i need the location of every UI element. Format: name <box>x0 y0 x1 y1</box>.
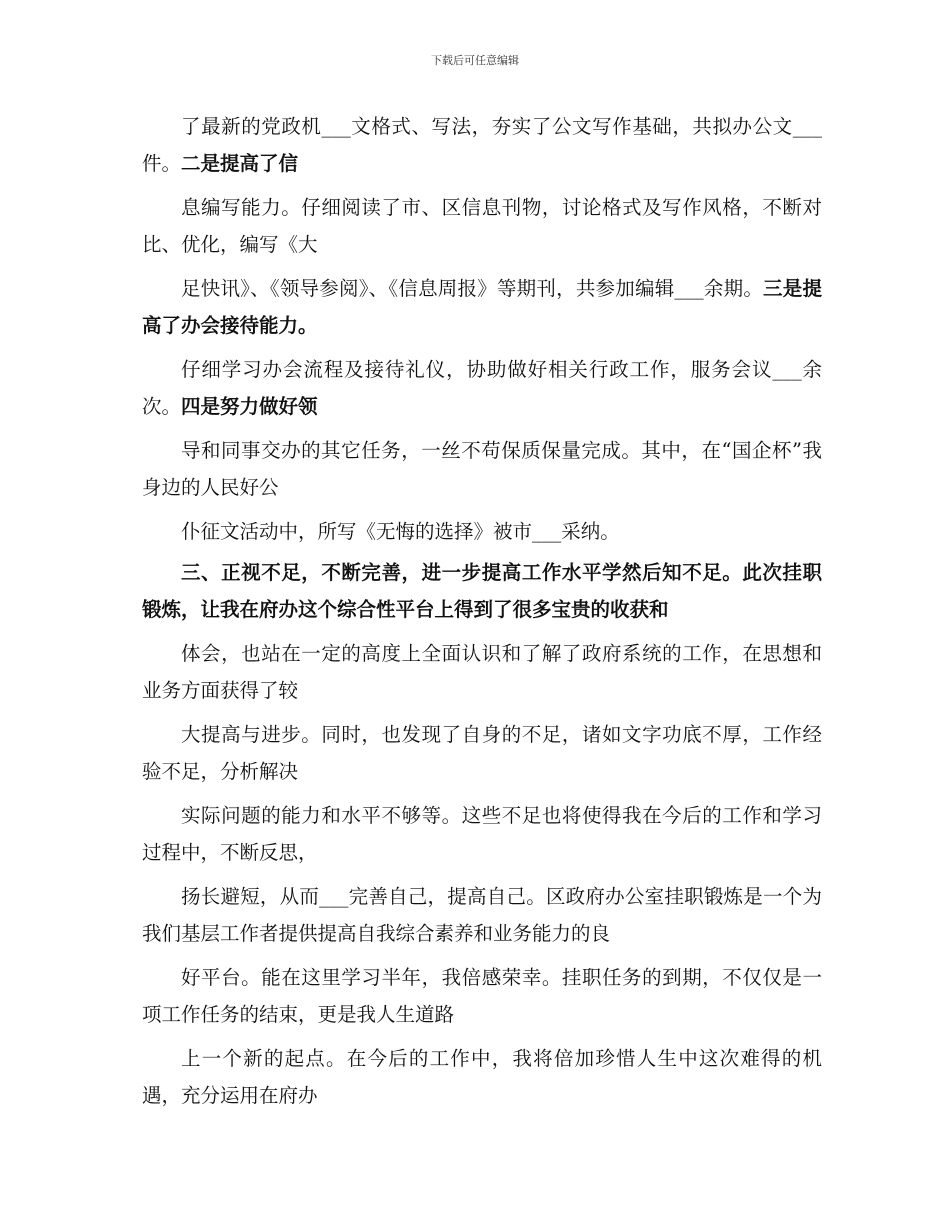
paragraph-1-text: 了最新的党政机___文格式、写法，夯实了公文写作基础，共拟办公文___件。 <box>142 115 822 175</box>
document-body <box>142 108 822 1121</box>
page-header: 下载后可任意编辑 <box>431 54 519 67</box>
body-paragraph-2: 大提高与进步。同时，也发现了自身的不足，诸如文字功底不厚，工作经验不足，分析解决 <box>142 723 822 783</box>
body-paragraph-3: 实际问题的能力和水平不够等。这些不足也将使得我在今后的工作和学习过程中，不断反思， <box>142 804 822 864</box>
paragraph-5-text: 导和同事交办的其它任务，一丝不苟保质保量完成。其中，在“国企杯”我身边的人民好公 <box>142 439 822 499</box>
paragraph-4-text: 仔细学习办会流程及接待礼仪，协助做好相关行政工作，服务会议___余次。 <box>142 358 822 418</box>
paragraph-6-text: 仆征文活动中，所写《无悔的选择》被市___采纳。 <box>181 520 620 543</box>
paragraph-2 <box>142 189 822 263</box>
paragraph-6 <box>142 513 822 550</box>
body-paragraph-1: 体会，也站在一定的高度上全面认识和了解了政府系统的工作，在思想和业务方面获得了较 <box>142 642 822 702</box>
paragraph-4 <box>142 351 822 425</box>
paragraph-3 <box>142 270 822 344</box>
body-paragraph-4: 扬长避短，从而___完善自己，提高自己。区政府办公室挂职锻炼是一个为我们基层工作者提供提高自我综合素养和业务能力的良 <box>142 885 822 945</box>
paragraph-1-bold: 二是提高了信 <box>181 152 299 175</box>
body-paragraph-5: 好平台。能在这里学习半年，我倍感荣幸。挂职任务的到期，不仅仅是一项工作任务的结束，更是我人生道路 <box>142 966 822 1026</box>
paragraph-4-bold: 四是努力做好领 <box>181 395 318 418</box>
paragraph-2-text: 息编写能力。仔细阅读了市、区信息刊物，讨论格式及写作风格，不断对比、优化，编写《大 <box>142 196 822 256</box>
body-paragraph-6: 上一个新的起点。在今后的工作中，我将倍加珍惜人生中这次难得的机遇，充分运用在府办 <box>142 1047 822 1107</box>
paragraph-5 <box>142 432 822 506</box>
section-heading: 三、正视不足，不断完善，进一步提高工作水平学然后知不足。此次挂职锻炼，让我在府办这个综合性平台上得到了很多宝贵的收获和 <box>142 561 822 621</box>
paragraph-3-bold: 三是提高了办会接待能力。 <box>142 277 822 337</box>
paragraph-1 <box>142 108 822 182</box>
paragraph-3-text: 足快讯》、《领导参阅》、《信息周报》等期刊，共参加编辑___余期。 <box>181 277 764 300</box>
